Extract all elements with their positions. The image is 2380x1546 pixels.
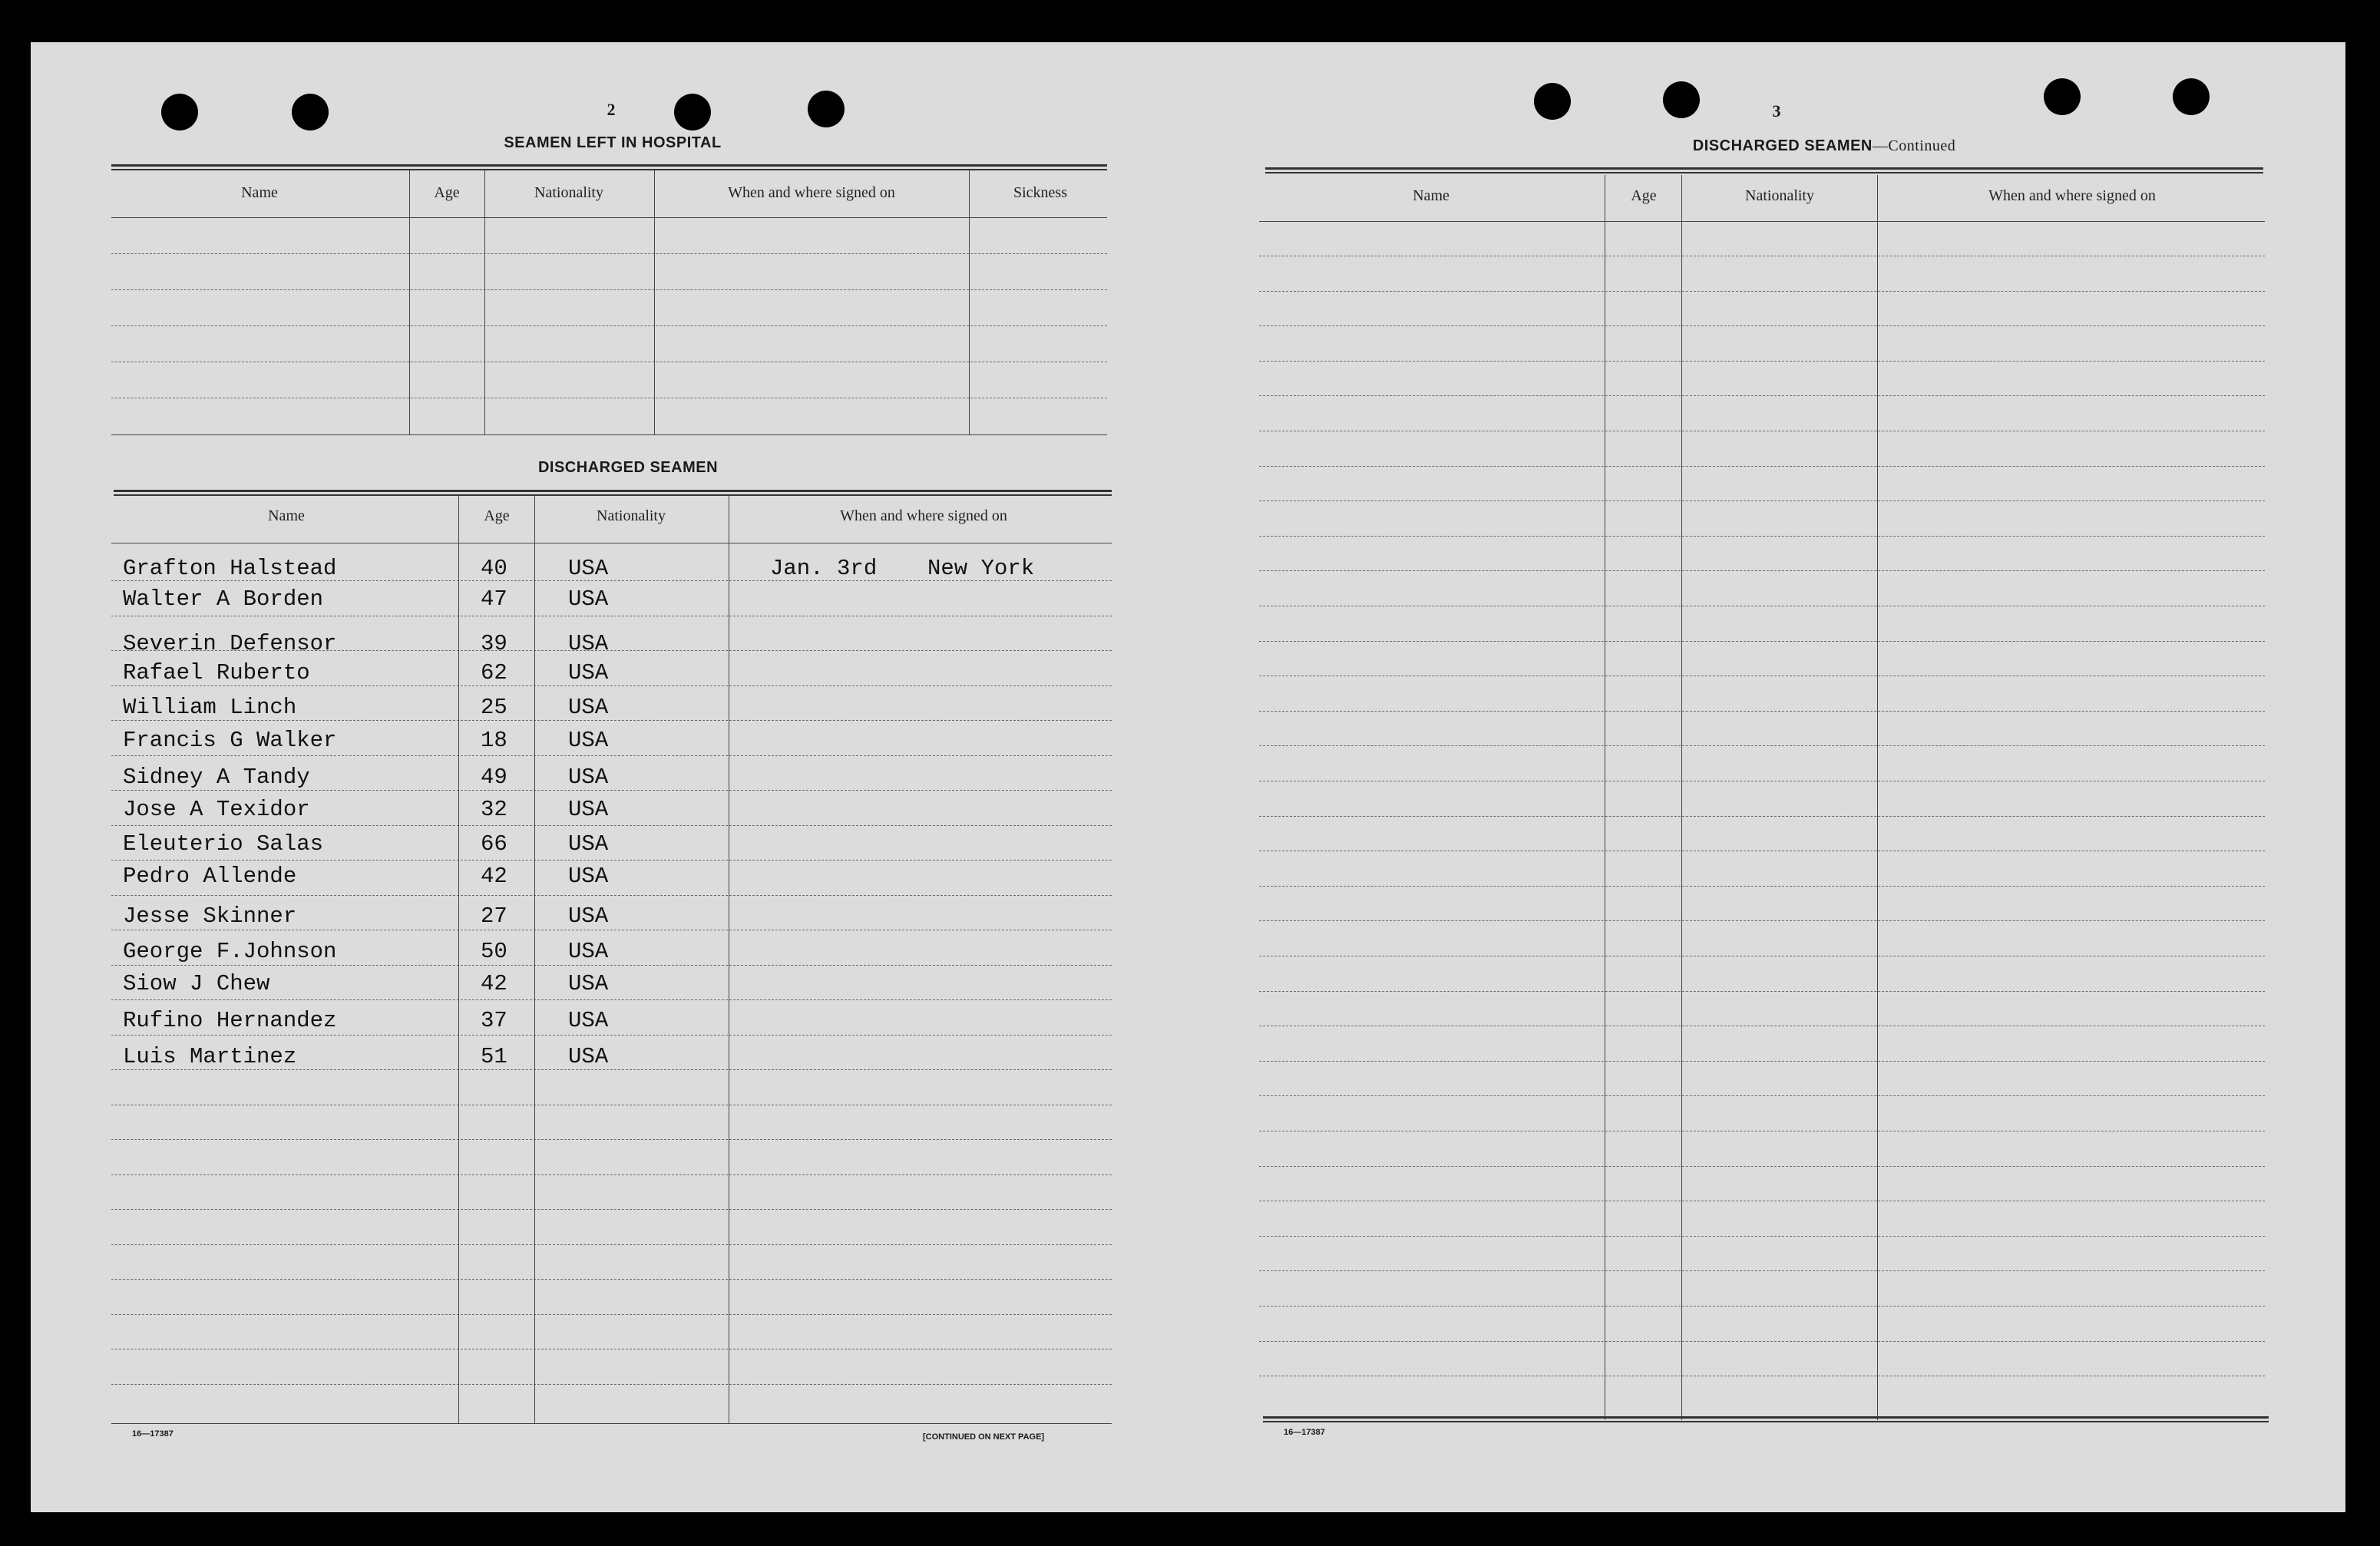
row-rule — [111, 965, 1112, 966]
column-divider — [458, 496, 459, 1423]
continued-note: [CONTINUED ON NEXT PAGE] — [923, 1432, 1045, 1442]
seaman-name: Jose A Texidor — [123, 797, 310, 822]
punch-hole — [292, 94, 329, 130]
column-divider — [534, 496, 535, 1423]
signed-on-place: New York — [927, 556, 1035, 581]
page-number: 2 — [607, 100, 616, 119]
row-rule — [1259, 1166, 2265, 1167]
seaman-age: 40 — [481, 556, 507, 581]
row-rule — [1259, 745, 2265, 746]
seaman-name: Siow J Chew — [123, 971, 270, 996]
row-rule — [111, 325, 1107, 326]
seaman-name: Luis Martinez — [123, 1044, 297, 1069]
row-rule — [1259, 1306, 2265, 1307]
row-rule — [1259, 570, 2265, 571]
row-rule — [1259, 536, 2265, 537]
hospital-section-title: SEAMEN LEFT IN HOSPITAL — [504, 134, 722, 151]
row-rule — [111, 1035, 1112, 1036]
seaman-age: 37 — [481, 1008, 507, 1033]
seaman-name: Jesse Skinner — [123, 903, 297, 929]
seaman-age: 51 — [481, 1044, 507, 1069]
column-header: Name — [268, 507, 305, 524]
row-rule — [111, 1139, 1112, 1140]
seaman-age: 25 — [481, 695, 507, 720]
table-bottom-rule — [111, 1423, 1112, 1424]
seaman-name: Rufino Hernandez — [123, 1008, 337, 1033]
signed-on-date: Jan. 3rd — [770, 556, 878, 581]
column-divider — [409, 170, 410, 434]
row-rule — [1259, 291, 2265, 292]
row-rule — [1259, 1341, 2265, 1342]
header-rule — [111, 217, 1107, 218]
seaman-age: 62 — [481, 660, 507, 685]
seaman-nationality: USA — [568, 728, 609, 753]
row-rule — [111, 1209, 1112, 1210]
seaman-age: 39 — [481, 631, 507, 656]
seaman-age: 50 — [481, 939, 507, 964]
seaman-name: William Linch — [123, 695, 297, 720]
column-divider — [484, 170, 485, 434]
row-rule — [1259, 1061, 2265, 1062]
row-rule — [1259, 1270, 2265, 1271]
row-rule — [1259, 920, 2265, 921]
table-top-rule — [114, 490, 1112, 492]
seaman-name: Pedro Allende — [123, 864, 297, 889]
table-top-rule — [111, 164, 1107, 167]
seaman-nationality: USA — [568, 831, 609, 857]
document-sheet — [31, 42, 2345, 1512]
row-rule — [1259, 1095, 2265, 1096]
column-divider — [654, 170, 655, 434]
seaman-age: 47 — [481, 586, 507, 612]
seaman-age: 42 — [481, 971, 507, 996]
form-number: 16—17387 — [132, 1429, 174, 1439]
punch-hole — [674, 94, 711, 130]
row-rule — [1259, 361, 2265, 362]
header-rule — [1259, 221, 2265, 222]
row-rule — [1259, 886, 2265, 887]
row-rule — [111, 1174, 1112, 1175]
seaman-name: Rafael Ruberto — [123, 660, 310, 685]
seaman-nationality: USA — [568, 765, 609, 790]
column-header: Nationality — [534, 184, 603, 201]
row-rule — [1259, 816, 2265, 817]
row-rule — [111, 825, 1112, 826]
punch-hole — [1663, 81, 1700, 118]
row-rule — [1259, 395, 2265, 396]
table-bottom-rule — [111, 434, 1107, 435]
row-rule — [111, 999, 1112, 1000]
column-header: Age — [484, 507, 510, 524]
row-rule — [1259, 466, 2265, 467]
seaman-age: 49 — [481, 765, 507, 790]
table-bottom-rule — [1263, 1416, 2269, 1419]
column-divider — [1877, 175, 1878, 1420]
seaman-name: Severin Defensor — [123, 631, 337, 656]
row-rule — [1259, 500, 2265, 501]
row-rule — [111, 860, 1112, 861]
row-rule — [111, 1384, 1112, 1385]
seaman-age: 27 — [481, 903, 507, 929]
seaman-name: George F.Johnson — [123, 939, 337, 964]
seaman-nationality: USA — [568, 556, 609, 581]
row-rule — [111, 720, 1112, 721]
row-rule — [111, 1069, 1112, 1070]
column-header: Nationality — [597, 507, 666, 524]
seaman-name: Grafton Halstead — [123, 556, 337, 581]
column-header: Name — [1413, 187, 1449, 204]
title-main: DISCHARGED SEAMEN — [1692, 137, 1873, 154]
seaman-name: Francis G Walker — [123, 728, 337, 753]
seaman-name: Walter A Borden — [123, 586, 324, 612]
row-rule — [111, 253, 1107, 254]
seaman-nationality: USA — [568, 586, 609, 612]
row-rule — [111, 1279, 1112, 1280]
seaman-name: Eleuterio Salas — [123, 831, 324, 857]
row-rule — [1259, 325, 2265, 326]
seaman-name: Sidney A Tandy — [123, 765, 310, 790]
row-rule — [1259, 641, 2265, 642]
column-header: Name — [241, 184, 278, 201]
seaman-nationality: USA — [568, 631, 609, 656]
row-rule — [111, 1314, 1112, 1315]
row-rule — [1259, 991, 2265, 992]
seaman-nationality: USA — [568, 971, 609, 996]
table-top-rule — [1265, 167, 2263, 170]
title-continued: —Continued — [1872, 137, 1956, 154]
punch-hole — [2044, 78, 2081, 115]
discharged-continued-title — [1693, 137, 1955, 155]
seaman-age: 42 — [481, 864, 507, 889]
column-header: Sickness — [1013, 184, 1067, 201]
punch-hole — [1534, 83, 1571, 120]
row-rule — [1259, 711, 2265, 712]
seaman-age: 66 — [481, 831, 507, 857]
seaman-nationality: USA — [568, 939, 609, 964]
row-rule — [1259, 1236, 2265, 1237]
page-number: 3 — [1772, 101, 1781, 121]
seaman-nationality: USA — [568, 797, 609, 822]
punch-hole — [161, 94, 198, 130]
punch-hole — [808, 91, 845, 127]
seaman-nationality: USA — [568, 1044, 609, 1069]
column-header: Age — [1631, 187, 1657, 204]
seaman-nationality: USA — [568, 1008, 609, 1033]
column-header: When and where signed on — [840, 507, 1007, 524]
form-number: 16—17387 — [1284, 1428, 1325, 1437]
row-rule — [111, 1244, 1112, 1245]
column-header: When and where signed on — [1988, 187, 2156, 204]
row-rule — [111, 790, 1112, 791]
seaman-nationality: USA — [568, 695, 609, 720]
seaman-nationality: USA — [568, 660, 609, 685]
column-header: Nationality — [1745, 187, 1814, 204]
punch-hole — [2173, 78, 2210, 115]
seaman-age: 32 — [481, 797, 507, 822]
row-rule — [111, 755, 1112, 756]
discharged-section-title: DISCHARGED SEAMEN — [537, 459, 719, 476]
seaman-nationality: USA — [568, 864, 609, 889]
column-header: When and where signed on — [728, 184, 895, 201]
row-rule — [111, 895, 1112, 896]
seaman-age: 18 — [481, 728, 507, 753]
column-divider — [969, 170, 970, 434]
column-divider — [1681, 175, 1682, 1420]
seaman-nationality: USA — [568, 903, 609, 929]
row-rule — [111, 289, 1107, 290]
column-header: Age — [434, 184, 460, 201]
